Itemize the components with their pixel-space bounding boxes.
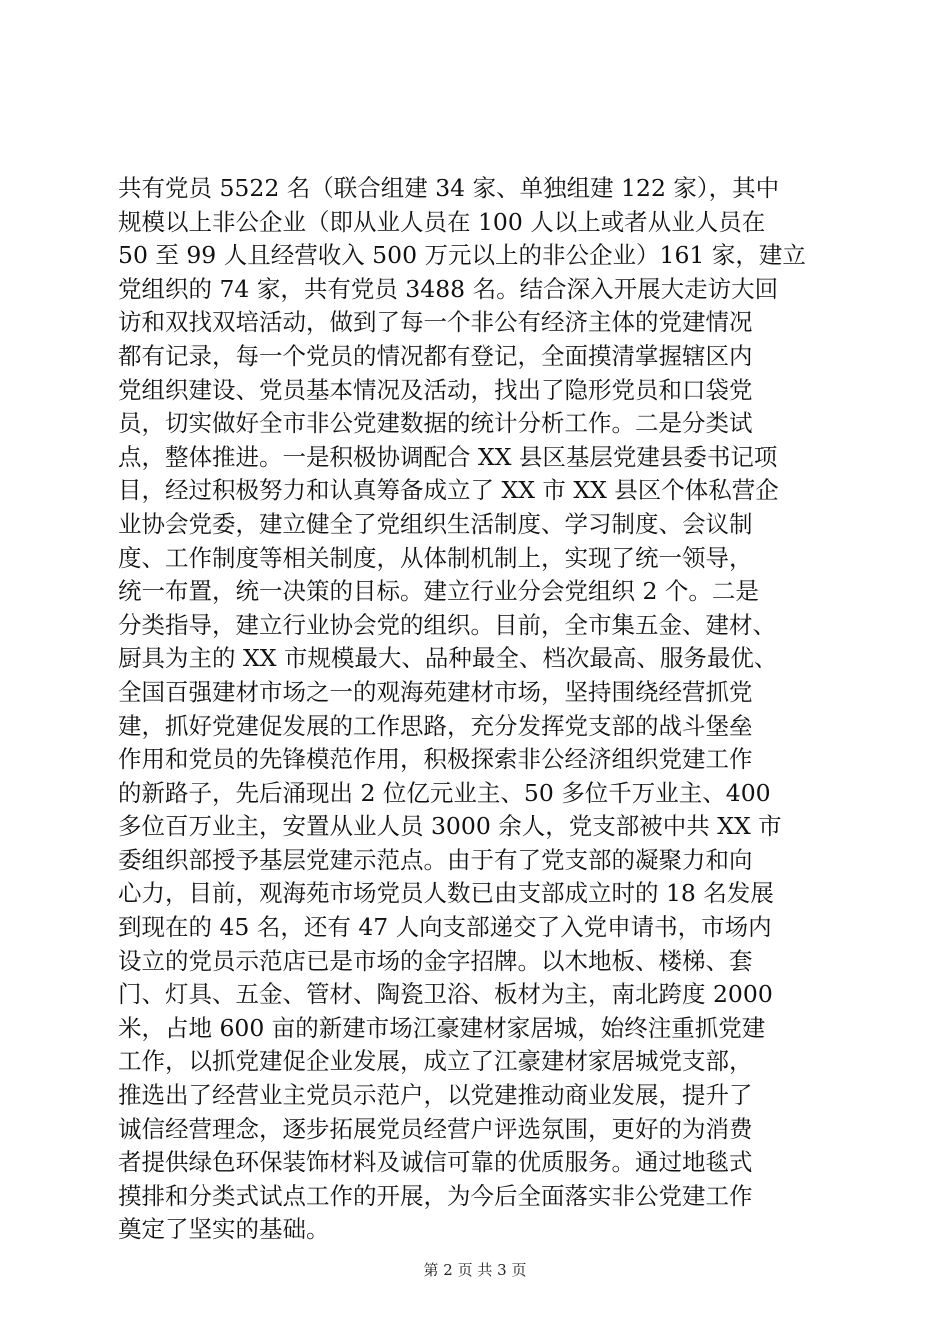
text-line: 作用和党员的先锋模范作用，积极探索非公经济组织党建工作 (118, 745, 753, 774)
text-line: 设立的党员示范店已是市场的金字招牌。以木地板、楼梯、套 (118, 946, 753, 975)
text-line: 目，经过积极努力和认真筹备成立了 XX 市 XX 县区个体私营企 (118, 476, 779, 505)
text-line: 的新路子，先后涌现出 2 位亿元业主、50 多位千万业主、400 (118, 778, 771, 807)
text-line: 党组织的 74 家，共有党员 3488 名。结合深入开展大走访大回 (118, 274, 779, 303)
text-line: 摸排和分类式试点工作的开展，为今后全面落实非公党建工作 (118, 1181, 753, 1210)
text-line: 推选出了经营业主党员示范户，以党建推动商业发展，提升了 (118, 1081, 753, 1110)
text-line: 诚信经营理念，逐步拓展党员经营户评选氛围，更好的为消费 (118, 1114, 753, 1143)
text-line: 委组织部授予基层党建示范点。由于有了党支部的凝聚力和向 (118, 845, 753, 874)
text-line: 工作，以抓党建促企业发展，成立了江豪建材家居城党支部， (118, 1047, 753, 1076)
text-line: 建，抓好党建促发展的工作思路，充分发挥党支部的战斗堡垒 (118, 711, 753, 740)
text-line: 心力，目前，观海苑市场党员人数已由支部成立时的 18 名发展 (118, 879, 774, 908)
text-line: 全国百强建材市场之一的观海苑建材市场，坚持围绕经营抓党 (118, 677, 753, 706)
text-line: 统一布置，统一决策的目标。建立行业分会党组织 2 个。二是 (118, 577, 759, 606)
page-footer (0, 1260, 950, 1280)
text-line: 多位百万业主，安置从业人员 3000 余人，党支部被中共 XX 市 (118, 812, 782, 841)
text-line: 规模以上非公企业（即从业人员在 100 人以上或者从业人员在 (118, 207, 766, 236)
text-line: 都有记录，每一个党员的情况都有登记，全面摸清掌握辖区内 (118, 341, 753, 370)
text-line: 门、灯具、五金、管材、陶瓷卫浴、板材为主，南北跨度 2000 (118, 980, 773, 1009)
text-line: 分类指导，建立行业协会党的组织。目前，全市集五金、建材、 (118, 610, 776, 639)
body-text (118, 172, 838, 1247)
text-line: 厨具为主的 XX 市规模最大、品种最全、档次最高、服务最优、 (118, 644, 778, 673)
text-line: 度、工作制度等相关制度，从体制机制上，实现了统一领导， (118, 543, 753, 572)
text-line: 员，切实做好全市非公党建数据的统计分析工作。二是分类试 (118, 409, 753, 438)
text-line: 者提供绿色环保装饰材料及诚信可靠的优质服务。通过地毯式 (118, 1148, 753, 1177)
text-line: 米，占地 600 亩的新建市场江豪建材家居城，始终注重抓党建 (118, 1013, 766, 1042)
text-line: 共有党员 5522 名（联合组建 34 家、单独组建 122 家），其中 (118, 174, 780, 202)
text-line: 奠定了坚实的基础。 (118, 1215, 330, 1244)
text-line: 50 至 99 人且经营收入 500 万元以上的非公企业）161 家，建立 (118, 241, 806, 270)
text-line: 党组织建设、党员基本情况及活动，找出了隐形党员和口袋党 (118, 375, 753, 404)
text-line: 点，整体推进。一是积极协调配合 XX 县区基层党建县委书记项 (118, 442, 778, 471)
text-line: 访和双找双培活动，做到了每一个非公有经济主体的党建情况 (118, 308, 753, 337)
page-number-label: 第 2 页 共 3 页 (423, 1261, 527, 1279)
text-line: 业协会党委，建立健全了党组织生活制度、学习制度、会议制 (118, 509, 753, 538)
text-line: 到现在的 45 名，还有 47 人向支部递交了入党申请书，市场内 (118, 913, 772, 942)
